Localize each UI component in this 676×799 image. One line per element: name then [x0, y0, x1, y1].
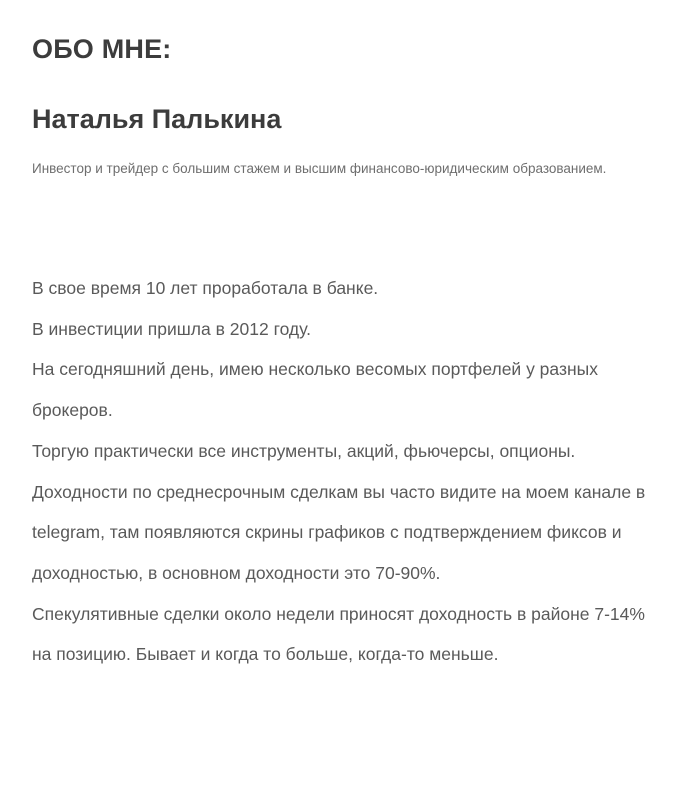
bio-text [32, 268, 652, 675]
bio-paragraph-instruments: Торгую практически все инструменты, акций, фьючерсы, опционы. [32, 440, 576, 461]
person-name: Наталья Палькина [32, 104, 282, 134]
person-tagline: Инвестор и трейдер с большим стажем и высшим финансово-юридическим образованием. [32, 161, 607, 176]
bio-paragraph-portfolios: На сегодняшний день, имею несколько весомых портфелей у разных брокеров. [32, 359, 598, 421]
section-heading: ОБО МНЕ: [32, 34, 172, 64]
bio-paragraph-speculative: Спекулятивные сделки около недели приносят доходность в районе 7-14% на позицию. Бывает и когда то больше, когда-то меньше. [32, 603, 645, 665]
bio-paragraph-bank: В свое время 10 лет проработала в банке. [32, 278, 379, 298]
bio-paragraph-investing-start: В инвестиции пришла в 2012 году. [32, 318, 311, 339]
bio-paragraph-returns: Доходности по среднесрочным сделкам вы часто видите на моем канале в telegram, там появляются скрины графиков с подтверждением фиксов и доходностью, в основном доходности это 70-90%. [32, 481, 646, 583]
